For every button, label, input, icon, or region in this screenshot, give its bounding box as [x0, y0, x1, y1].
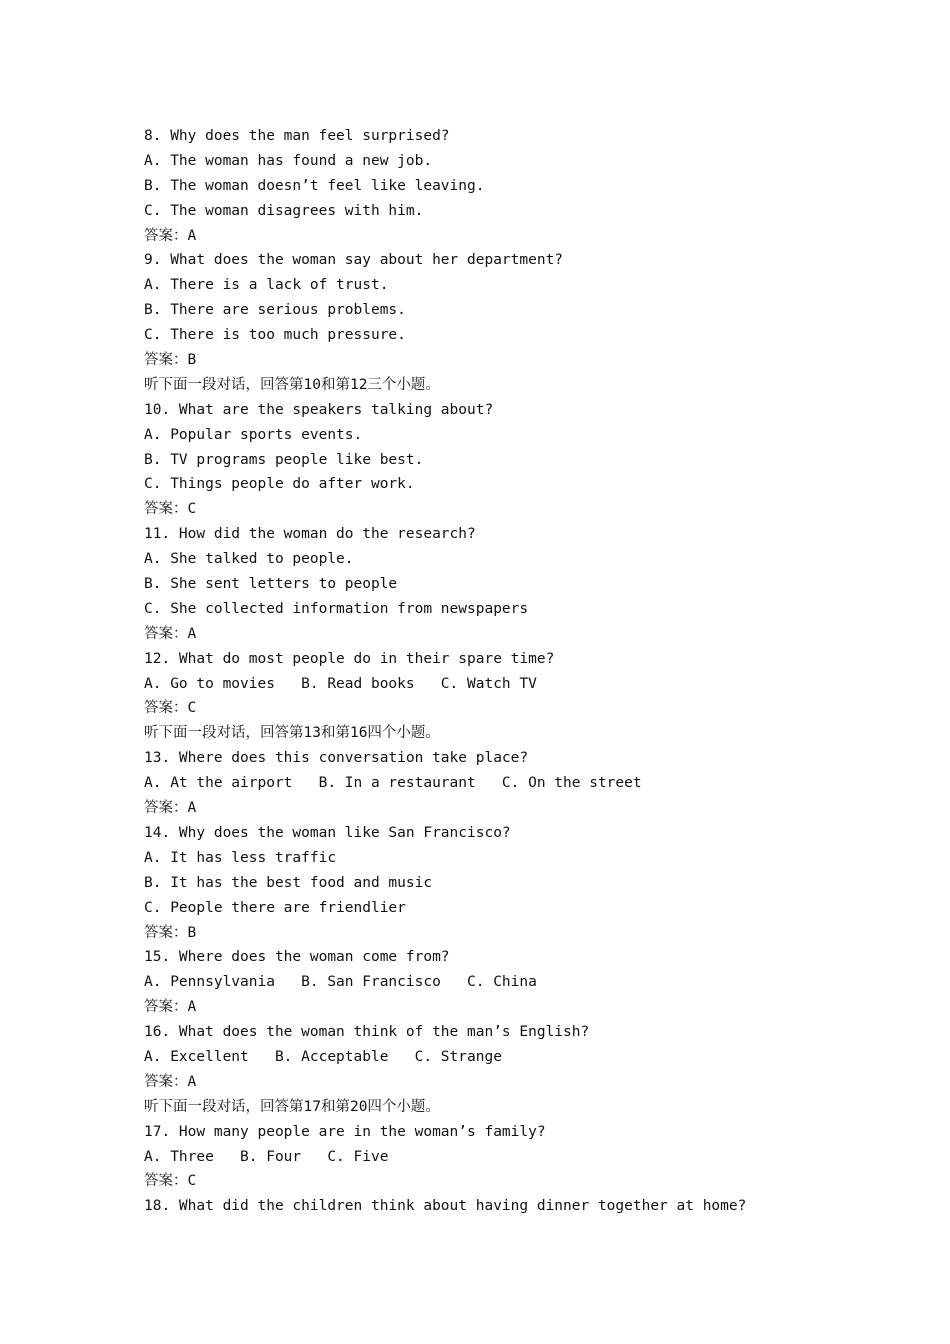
text-line: C. People there are friendlier	[144, 899, 406, 916]
text-line: 11. How did the woman do the research?	[144, 526, 476, 543]
text-line: 答案：B	[144, 352, 197, 369]
text-line: B. It has the best food and music	[144, 874, 433, 891]
text-line: A. At the airport B. In a restaurant C. On the street	[144, 775, 642, 792]
text-line: 15. Where does the woman come from?	[144, 949, 450, 966]
text-line: B. There are serious problems.	[144, 302, 406, 319]
text-line: C. There is too much pressure.	[144, 327, 406, 344]
text-line: A. There is a lack of trust.	[144, 277, 389, 294]
text-line: 答案：A	[144, 800, 197, 817]
text-line: B. TV programs people like best.	[144, 451, 424, 468]
text-line: 答案：C	[144, 1173, 197, 1190]
text-line: 答案：C	[144, 700, 197, 717]
text-line: 16. What does the woman think of the man’s English?	[144, 1024, 590, 1041]
text-line: 10. What are the speakers talking about?	[144, 401, 494, 418]
text-line: B. The woman doesn’t feel like leaving.	[144, 177, 485, 194]
text-line: A. The woman has found a new job.	[144, 152, 433, 169]
text-line: 答案：B	[144, 924, 197, 941]
text-line: A. Excellent B. Acceptable C. Strange	[144, 1048, 502, 1065]
text-line: 答案：A	[144, 625, 197, 642]
text-line: 听下面一段对话，回答第10和第12三个小题。	[144, 376, 440, 393]
text-line: 答案：A	[144, 1073, 197, 1090]
text-line: A. Go to movies B. Read books C. Watch TV	[144, 675, 537, 692]
text-line: 听下面一段对话，回答第17和第20四个小题。	[144, 1098, 440, 1115]
text-line: 17. How many people are in the woman’s family?	[144, 1123, 546, 1140]
text-line: A. It has less traffic	[144, 849, 337, 866]
text-line: 听下面一段对话，回答第13和第16四个小题。	[144, 725, 440, 742]
text-line: A. Popular sports events.	[144, 426, 363, 443]
text-line: 14. Why does the woman like San Francisco?	[144, 824, 511, 841]
text-line: 9. What does the woman say about her department?	[144, 252, 564, 269]
text-line: A. Pennsylvania B. San Francisco C. China	[144, 974, 537, 991]
text-line: 答案：C	[144, 501, 197, 518]
text-line: A. Three B. Four C. Five	[144, 1148, 389, 1165]
text-line: 8. Why does the man feel surprised?	[144, 128, 450, 144]
text-line: C. She collected information from newspapers	[144, 600, 529, 617]
text-line: 13. Where does this conversation take place?	[144, 750, 529, 767]
text-line: A. She talked to people.	[144, 551, 354, 568]
text-line: 12. What do most people do in their spare time?	[144, 650, 555, 667]
text-line: 18. What did the children think about having dinner together at home?	[144, 1198, 747, 1215]
text-line: B. She sent letters to people	[144, 576, 398, 593]
text-line: 答案：A	[144, 999, 197, 1016]
text-line: C. The woman disagrees with him.	[144, 202, 424, 219]
document-page	[144, 124, 864, 1219]
text-line: 答案：A	[144, 227, 197, 244]
text-line: C. Things people do after work.	[144, 476, 415, 493]
